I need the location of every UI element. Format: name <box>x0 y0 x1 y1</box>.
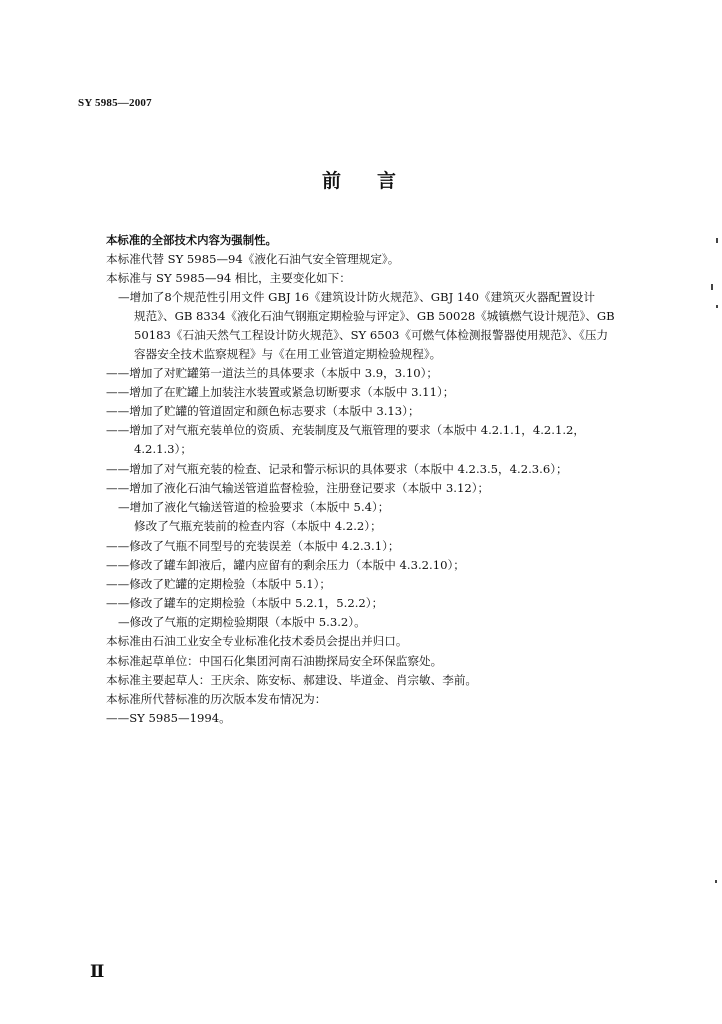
page-number: Ⅱ <box>90 962 105 981</box>
change-item: ——增加了对气瓶充装单位的资质、充装制度及气瓶管理的要求（本版中 4.2.1.1，4.2.1.2， <box>106 423 585 437</box>
standard-code-header: SY 5985—2007 <box>78 97 152 109</box>
change-item: 容器安全技术监察规程》与《在用工业管道定期检验规程》。 <box>134 347 442 361</box>
change-item: ——修改了罐车卸液后，罐内应留有的剩余压力（本版中 4.3.2.10）； <box>106 558 465 572</box>
change-item: ——修改了罐车的定期检验（本版中 5.2.1，5.2.2）； <box>106 596 384 610</box>
change-item: ——修改了气瓶不同型号的充装误差（本版中 4.2.3.1）； <box>106 539 400 553</box>
change-item: ——增加了贮罐的管道固定和颜色标志要求（本版中 3.13）； <box>106 404 420 418</box>
change-item: ——修改了贮罐的定期检验（本版中 5.1）； <box>106 577 332 591</box>
change-item: 规范》、GB 8334《液化石油气钢瓶定期检验与评定》、GB 50028《城镇燃气设计规范》、GB <box>134 309 615 323</box>
change-item: 50183《石油天然气工程设计防火规范》、SY 6503《可燃气体检测报警器使用规范》、《压力 <box>134 328 609 342</box>
scan-mark <box>716 238 718 243</box>
drafters-statement: 本标准主要起草人：王庆余、陈安标、郝建设、毕道金、肖宗敏、李前。 <box>106 673 478 687</box>
mandatory-note: 本标准的全部技术内容为强制性。 <box>106 233 277 247</box>
scan-mark <box>716 305 718 308</box>
change-item: ——增加了对贮罐第一道法兰的具体要求（本版中 3.9，3.10）； <box>106 366 438 380</box>
change-item: ——增加了对气瓶充装的检查、记录和警示标识的具体要求（本版中 4.2.3.5，4.2.3.6）； <box>106 462 568 476</box>
change-item: —增加了液化气输送管道的检验要求（本版中 5.4）； <box>118 500 390 514</box>
change-item: ——增加了液化石油气输送管道监督检验，注册登记要求（本版中 3.12）； <box>106 481 490 495</box>
change-item: ——增加了在贮罐上加装注水装置或紧急切断要求（本版中 3.11）； <box>106 385 455 399</box>
scan-mark <box>715 880 717 883</box>
changes-intro: 本标准与 SY 5985—94 相比，主要变化如下： <box>106 271 351 285</box>
scan-mark <box>711 284 713 290</box>
page-title: 前言 <box>322 170 433 192</box>
history-intro: 本标准所代替标准的历次版本发布情况为： <box>106 692 327 706</box>
proposer-statement: 本标准由石油工业安全专业标准化技术委员会提出并归口。 <box>106 634 408 648</box>
replaces-statement: 本标准代替 SY 5985—94《液化石油气安全管理规定》。 <box>106 252 400 266</box>
change-item: 4.2.1.3）； <box>134 442 192 456</box>
change-item: —增加了8个规范性引用文件 GBJ 16《建筑设计防火规范》、GBJ 140《建筑灭火器配置设计 <box>118 290 595 304</box>
change-item: —修改了气瓶的定期检验期限（本版中 5.3.2）。 <box>118 615 366 629</box>
drafting-unit-statement: 本标准起草单位：中国石化集团河南石油勘探局安全环保监察处。 <box>106 654 443 668</box>
history-item: ——SY 5985—1994。 <box>106 711 231 725</box>
change-item: 修改了气瓶充装前的检查内容（本版中 4.2.2）； <box>134 519 382 533</box>
